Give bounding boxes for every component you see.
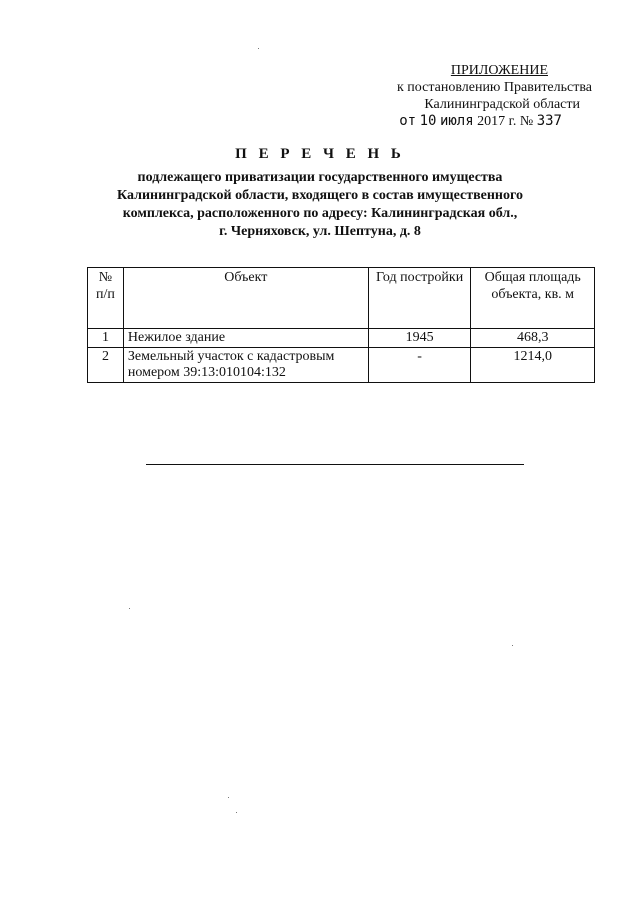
document-number: 337 <box>536 113 562 129</box>
row-1-year: 1945 <box>368 329 471 348</box>
header-area: Общая площадь объекта, кв. м <box>471 268 595 329</box>
appendix-region-line: Калининградской области <box>424 97 580 112</box>
scan-speck <box>228 797 229 798</box>
appendix-block <box>397 62 592 130</box>
row-2-area: 1214,0 <box>471 348 595 383</box>
scan-speck <box>512 645 513 646</box>
header-object: Объект <box>123 268 368 329</box>
row-2-object: Земельный участок с кадастровым номером 39:13:010104:132 <box>123 348 368 383</box>
row-1-number: 1 <box>88 329 124 348</box>
appendix-resolution-line: к постановлению Правительства <box>396 80 592 95</box>
scan-speck <box>258 48 259 49</box>
header-year: Год постройки <box>368 268 471 329</box>
date-month: июля <box>439 113 474 129</box>
heading-line-1: подлежащего приватизации государственного имущества <box>137 170 503 185</box>
date-year: 2017 г. <box>477 114 517 129</box>
row-2-number: 2 <box>88 348 124 383</box>
scan-speck <box>236 812 237 813</box>
row-1-object: Нежилое здание <box>123 329 368 348</box>
row-2-year: - <box>368 348 471 383</box>
appendix-title: ПРИЛОЖЕНИЕ <box>450 63 548 78</box>
table-header-row <box>88 268 595 329</box>
heading-title: П Е Р Е Ч Е Н Ь <box>235 146 405 162</box>
heading-line-3: комплекса, расположенного по адресу: Калининградская обл., <box>122 206 518 221</box>
row-1-area: 468,3 <box>471 329 595 348</box>
table-row <box>88 329 595 348</box>
appendix-date-line <box>397 113 562 130</box>
scan-speck <box>129 608 130 609</box>
closing-divider-line <box>146 464 524 465</box>
heading-line-4: г. Черняховск, ул. Шептуна, д. 8 <box>219 224 421 239</box>
header-number: № п/п <box>88 268 124 329</box>
document-heading <box>0 146 640 241</box>
date-prefix: от <box>399 113 417 129</box>
date-day: 10 <box>419 113 437 129</box>
table-row <box>88 348 595 383</box>
heading-line-2: Калининградской области, входящего в состав имущественного <box>117 188 523 203</box>
property-table <box>87 267 595 383</box>
number-sign: № <box>519 114 534 129</box>
